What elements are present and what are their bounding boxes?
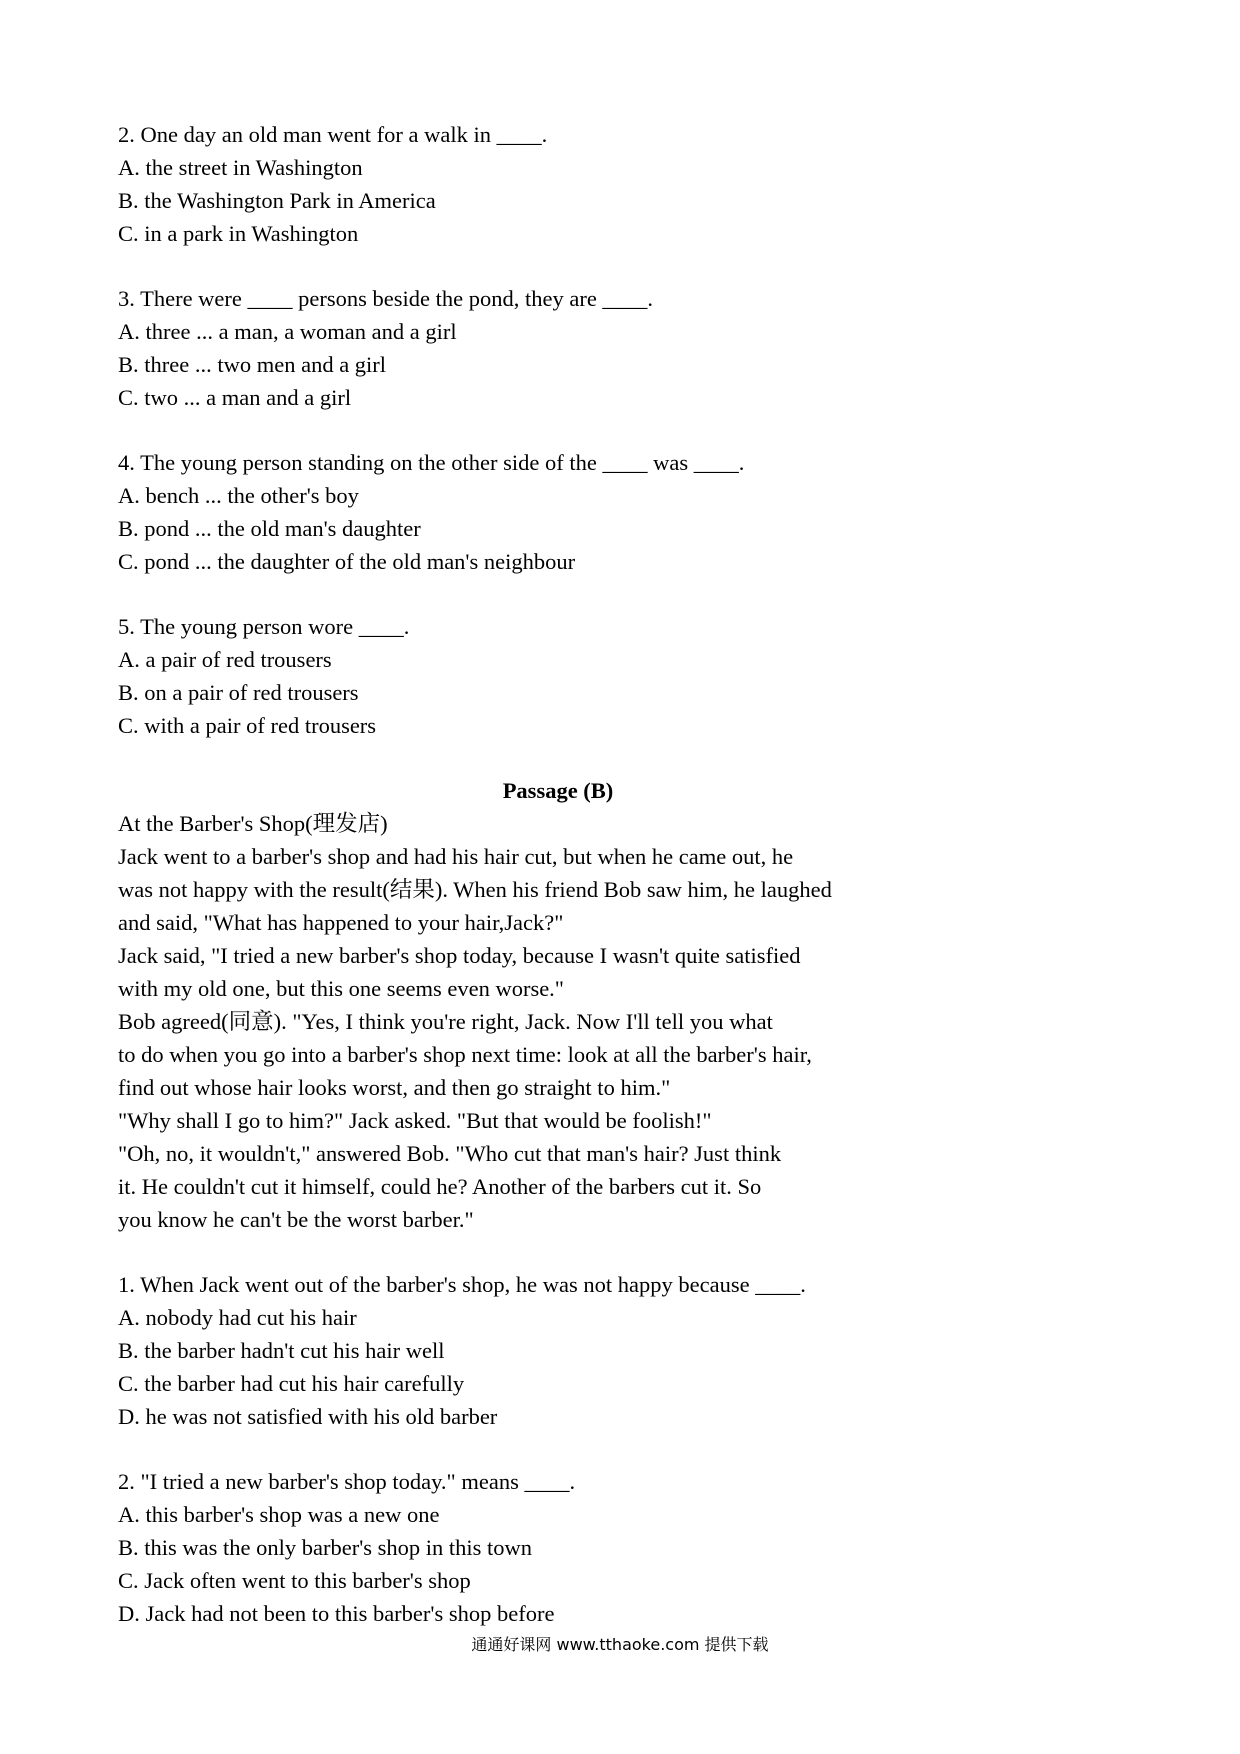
passage-line: was not happy with the result(结果). When his friend Bob saw him, he laughed: [118, 877, 832, 902]
question-stem: 4. The young person standing on the other side of the ____ was ____.: [118, 450, 745, 475]
question-block: [118, 1465, 1128, 1630]
answer-option: A. this barber's shop was a new one: [118, 1502, 440, 1527]
spacer: [118, 250, 1128, 282]
answer-option: C. pond ... the daughter of the old man's neighbour: [118, 549, 576, 574]
answer-option: A. bench ... the other's boy: [118, 483, 359, 508]
passage-line: Jack said, "I tried a new barber's shop today, because I wasn't quite satisfied: [118, 943, 801, 968]
passage-line: with my old one, but this one seems even worse.": [118, 976, 564, 1001]
passage-text: [118, 807, 1128, 1236]
question-stem: 1. When Jack went out of the barber's shop, he was not happy because ____.: [118, 1272, 806, 1297]
question-stem: 5. The young person wore ____.: [118, 614, 410, 639]
question-block: [118, 1268, 1128, 1433]
answer-option: B. the Washington Park in America: [118, 188, 436, 213]
passage-heading: Passage (B): [502, 778, 614, 803]
answer-option: D. Jack had not been to this barber's shop before: [118, 1601, 555, 1626]
answer-option: C. Jack often went to this barber's shop: [118, 1568, 471, 1593]
answer-option: B. three ... two men and a girl: [118, 352, 387, 377]
answer-option: A. the street in Washington: [118, 155, 363, 180]
answer-option: B. this was the only barber's shop in this town: [118, 1535, 533, 1560]
spacer: [118, 1433, 1128, 1465]
answer-option: B. the barber hadn't cut his hair well: [118, 1338, 445, 1363]
answer-option: A. a pair of red trousers: [118, 647, 332, 672]
spacer: [118, 1236, 1128, 1268]
answer-option: C. the barber had cut his hair carefully: [118, 1371, 465, 1396]
passage-line: you know he can't be the worst barber.": [118, 1207, 474, 1232]
answer-option: A. three ... a man, a woman and a girl: [118, 319, 457, 344]
question-stem: 3. There were ____ persons beside the pond, they are ____.: [118, 286, 654, 311]
question-block: [118, 282, 1128, 414]
passage-line: Jack went to a barber's shop and had his hair cut, but when he came out, he: [118, 844, 794, 869]
answer-option: C. two ... a man and a girl: [118, 385, 352, 410]
passage-title: At the Barber's Shop(理发店): [118, 811, 388, 836]
page-footer: 通通好课网 www.tthaoke.com 提供下载: [471, 1635, 769, 1654]
answer-option: D. he was not satisfied with his old barber: [118, 1404, 498, 1429]
document-page: [118, 118, 1128, 1630]
question-stem: 2. One day an old man went for a walk in ____.: [118, 122, 548, 147]
spacer: [118, 742, 1128, 774]
passage-line: "Oh, no, it wouldn't," answered Bob. "Who cut that man's hair? Just think: [118, 1141, 782, 1166]
passage-line: Bob agreed(同意). "Yes, I think you're right, Jack. Now I'll tell you what: [118, 1009, 773, 1034]
passage-line: find out whose hair looks worst, and then go straight to him.": [118, 1075, 671, 1100]
passage-line: and said, "What has happened to your hair,Jack?": [118, 910, 564, 935]
question-stem: 2. "I tried a new barber's shop today." means ____.: [118, 1469, 576, 1494]
question-block: [118, 118, 1128, 250]
spacer: [118, 578, 1128, 610]
question-block: [118, 610, 1128, 742]
spacer: [118, 414, 1128, 446]
passage-line: to do when you go into a barber's shop next time: look at all the barber's hair,: [118, 1042, 812, 1067]
answer-option: B. on a pair of red trousers: [118, 680, 359, 705]
answer-option: C. in a park in Washington: [118, 221, 359, 246]
passage-line: "Why shall I go to him?" Jack asked. "But that would be foolish!": [118, 1108, 712, 1133]
answer-option: B. pond ... the old man's daughter: [118, 516, 421, 541]
passage-line: it. He couldn't cut it himself, could he? Another of the barbers cut it. So: [118, 1174, 762, 1199]
question-block: [118, 446, 1128, 578]
answer-option: A. nobody had cut his hair: [118, 1305, 357, 1330]
answer-option: C. with a pair of red trousers: [118, 713, 377, 738]
